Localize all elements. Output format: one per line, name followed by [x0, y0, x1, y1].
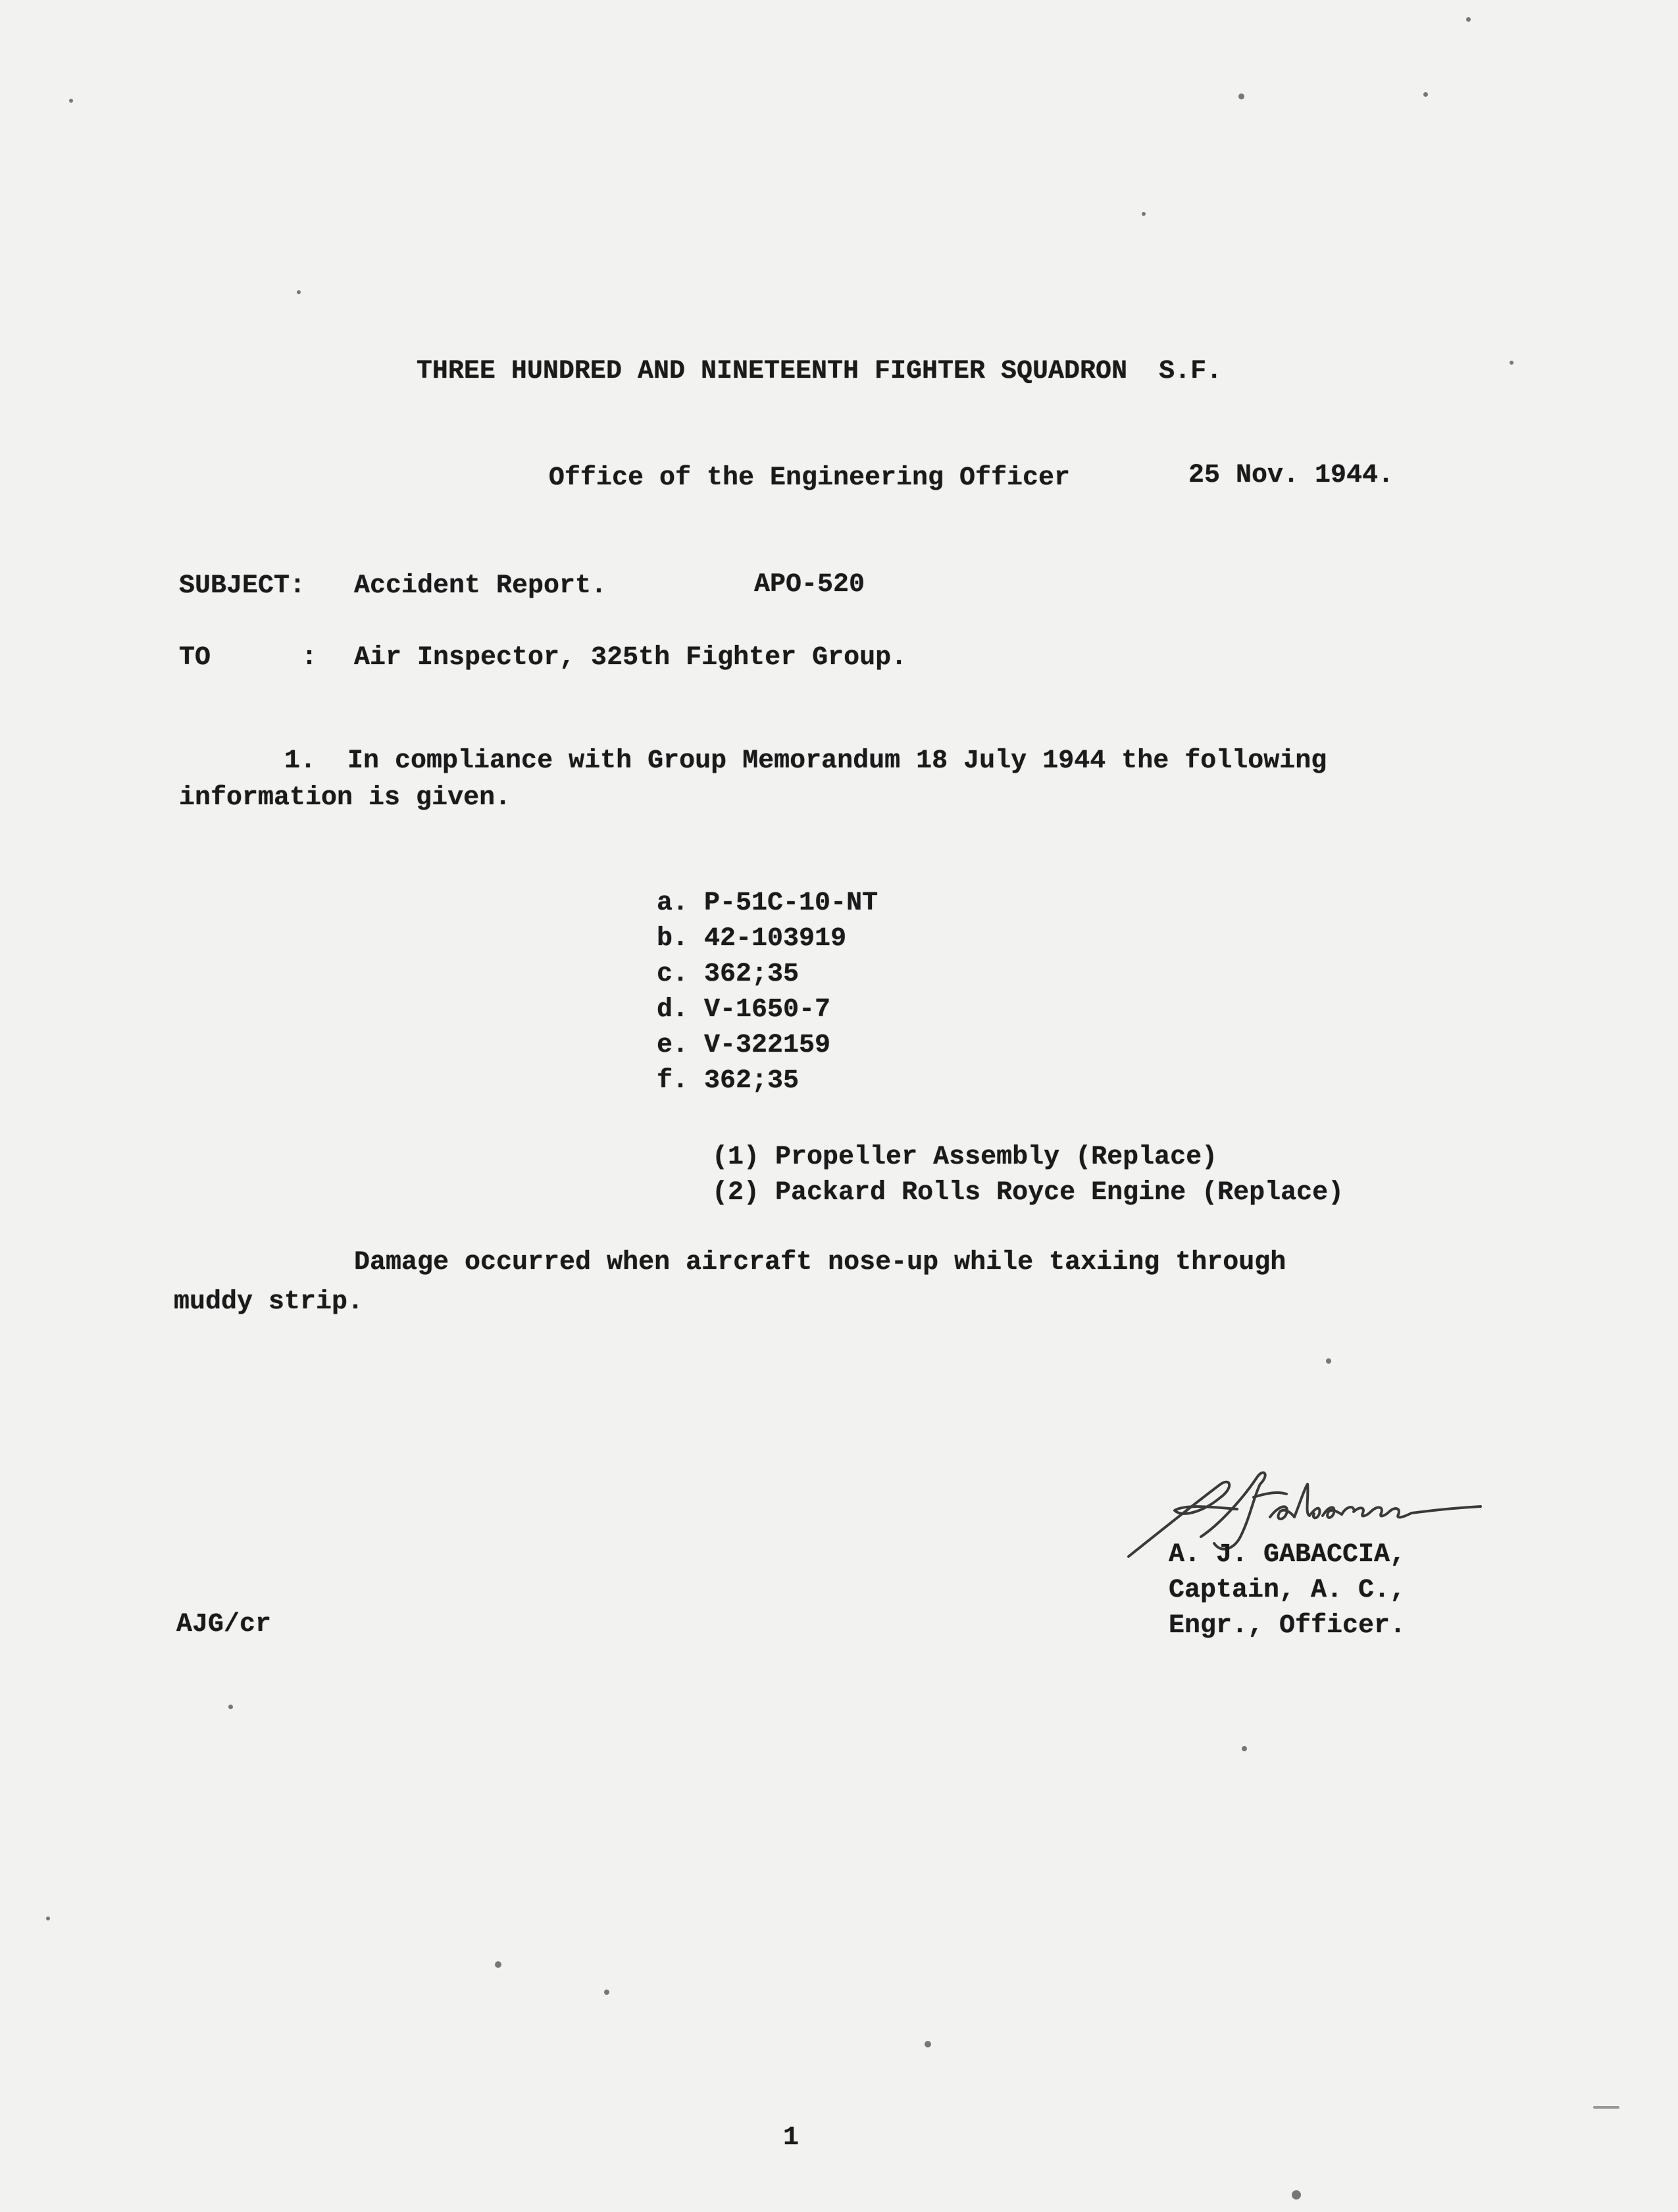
damage-line-2: muddy strip. — [174, 1287, 364, 1317]
list-item — [657, 957, 878, 992]
item-value: V-322159 — [704, 1031, 831, 1060]
subject-value: Accident Report. — [354, 571, 607, 601]
list-item — [657, 992, 878, 1028]
letterhead-unit: THREE HUNDRED AND NINETEENTH FIGHTER SQUADRON — [416, 357, 1128, 386]
scan-speck — [925, 2041, 931, 2047]
reference-initials: AJG/cr — [176, 1610, 272, 1639]
list-item — [712, 1140, 1344, 1175]
repair-actions-list — [712, 1140, 1344, 1211]
item-value: P-51C-10-NT — [704, 888, 878, 918]
item-value: V-1650-7 — [704, 995, 831, 1025]
list-item — [657, 886, 878, 921]
item-value: 362;35 — [704, 960, 800, 989]
item-value: 42-103919 — [704, 924, 847, 954]
action-number: (1) — [712, 1143, 760, 1172]
scan-speck — [1238, 93, 1244, 99]
aircraft-details-list — [657, 886, 878, 1099]
letterhead-unit-suffix: S.F. — [1159, 357, 1223, 386]
subject-label: SUBJECT: — [179, 571, 306, 601]
letterhead-office: Office of the Engineering Officer — [548, 463, 1071, 493]
page-number: 1 — [783, 2123, 800, 2153]
item-value: 362;35 — [704, 1066, 800, 1096]
paragraph-1-line-2: information is given. — [179, 783, 511, 813]
item-letter: f. — [657, 1066, 689, 1096]
signature-rank: Captain, A. C., — [1169, 1576, 1406, 1605]
scan-speck — [69, 99, 73, 103]
item-letter: c. — [657, 960, 689, 989]
letter-date: 25 Nov. 1944. — [1188, 461, 1394, 490]
list-item — [657, 921, 878, 957]
scan-speck — [1292, 2190, 1301, 2199]
item-letter: d. — [657, 995, 689, 1025]
to-value: Air Inspector, 325th Fighter Group. — [354, 643, 907, 673]
list-item — [712, 1175, 1344, 1211]
letterhead — [0, 283, 1658, 674]
to-label: TO — [179, 643, 211, 673]
scan-speck — [1423, 92, 1428, 97]
signature-name: A. J. GABACCIA, — [1169, 1540, 1406, 1570]
letterhead-unit-line — [0, 354, 1658, 390]
scan-speck — [46, 1916, 50, 1920]
scan-speck — [228, 1705, 233, 1709]
scan-speck — [1242, 1746, 1247, 1751]
item-letter: b. — [657, 924, 689, 954]
item-letter: a. — [657, 888, 689, 918]
letterhead-apo: APO-520 — [753, 570, 865, 600]
scan-speck — [1326, 1358, 1331, 1364]
scan-speck — [495, 1961, 501, 1968]
signature-title: Engr., Officer. — [1169, 1611, 1406, 1641]
list-item — [657, 1064, 878, 1099]
to-separator: : — [301, 643, 318, 673]
scan-speck — [1593, 2106, 1619, 2109]
item-letter: e. — [657, 1031, 689, 1060]
action-value: Packard Rolls Royce Engine (Replace) — [775, 1178, 1344, 1208]
action-number: (2) — [712, 1178, 760, 1208]
scan-speck — [1142, 212, 1146, 216]
list-item — [657, 1028, 878, 1064]
action-value: Propeller Assembly (Replace) — [775, 1143, 1218, 1172]
damage-line-1: Damage occurred when aircraft nose-up while taxiing through — [354, 1248, 1286, 1277]
scan-speck — [1466, 17, 1471, 22]
scan-speck — [604, 1990, 609, 1995]
paragraph-1-line-1: 1. In compliance with Group Memorandum 18 July 1944 the following — [284, 746, 1327, 776]
